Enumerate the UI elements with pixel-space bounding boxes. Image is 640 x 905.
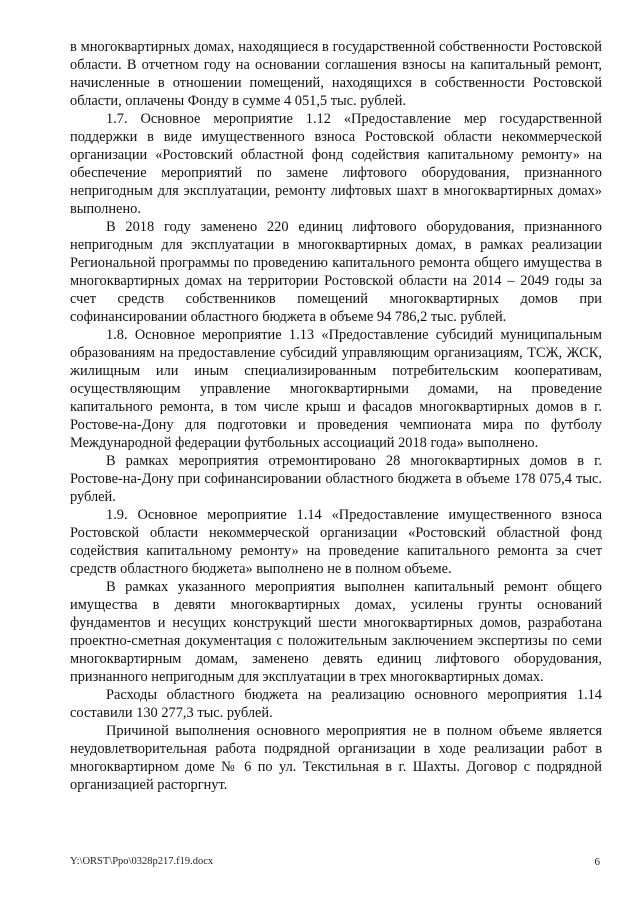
paragraph-4: 1.8. Основное мероприятие 1.13 «Предоставление субсидий муниципальным образованиям на предоставление субсидий управляющим организациям, ТСЖ, ЖСК, жилищным или иным специализированным потребительским кооперативам, осуществляющим управление многоквартирными домами, на проведение капитального ремонта, в том числе крыш и фасадов многоквартирных домов в г. Ростове-на-Дону для подготовки и проведения чемпионата мира по футболу Международной федерации футбольных ассоциаций 2018 года» выполнено. <box>70 327 602 451</box>
paragraph-3: В 2018 году заменено 220 единиц лифтового оборудования, признанного непригодным для эксплуатации в многоквартирных домах, в рамках реализации Региональной программы по проведению капитального ремонта общего имущества в многоквартирных домах на территории Ростовской области на 2014 – 2049 годы за счет средств собственников помещений многоквартирных домов при софинансировании областного бюджета в объеме 94 786,2 тыс. рублей. <box>70 219 602 325</box>
paragraph-1: в многоквартирных домах, находящиеся в государственной собственности Ростовской области. В отчетном году на основании соглашения взносы на капитальный ремонт, начисленные в отношении помещений, находящихся в собственности Ростовской области, оплачены Фонду в сумме 4 051,5 тыс. рублей. <box>70 39 602 109</box>
footer-file-path: Y:\ORST\Ppo\0328p217.f19.docx <box>70 856 214 867</box>
paragraph-2: 1.7. Основное мероприятие 1.12 «Предоставление мер государственной поддержки в виде имущественного взноса Ростовской области некоммерческой организации «Ростовский областной фонд содействия капитальному ремонту» на обеспечение мероприятий по замене лифтового оборудования, признанного непригодным для эксплуатации, ремонту лифтовых шахт в многоквартирных домах» выполнено. <box>70 111 602 217</box>
paragraph-9: Причиной выполнения основного мероприятия не в полном объеме является неудовлетворительная работа подрядной организации в ходе реализации работ в многоквартирном доме № 6 по ул. Текстильная в г. Шахты. Договор с подрядной организацией расторгнут. <box>70 723 602 793</box>
paragraph-7: В рамках указанного мероприятия выполнен капитальный ремонт общего имущества в девяти многоквартирных домах, усилены грунты оснований фундаментов и несущих конструкций шести многоквартирных домов, разработана проектно-сметная документация с положительным заключением экспертизы по семи многоквартирным домам, заменено девять единиц лифтового оборудования, признанного непригодным для эксплуатации в трех многоквартирных домах. <box>70 579 602 685</box>
paragraph-6: 1.9. Основное мероприятие 1.14 «Предоставление имущественного взноса Ростовской области некоммерческой организации «Ростовский областной фонд содействия капитальному ремонту» на проведение капитального ремонта за счет средств областного бюджета» выполнено не в полном объеме. <box>70 507 602 577</box>
page-number: 6 <box>594 856 600 868</box>
paragraph-8: Расходы областного бюджета на реализацию основного мероприятия 1.14 составили 130 277,3 тыс. рублей. <box>70 687 602 721</box>
paragraph-5: В рамках мероприятия отремонтировано 28 многоквартирных домов в г. Ростове-на-Дону при софинансировании областного бюджета в объеме 178 075,4 тыс. рублей. <box>70 453 602 505</box>
document-body <box>70 38 602 794</box>
